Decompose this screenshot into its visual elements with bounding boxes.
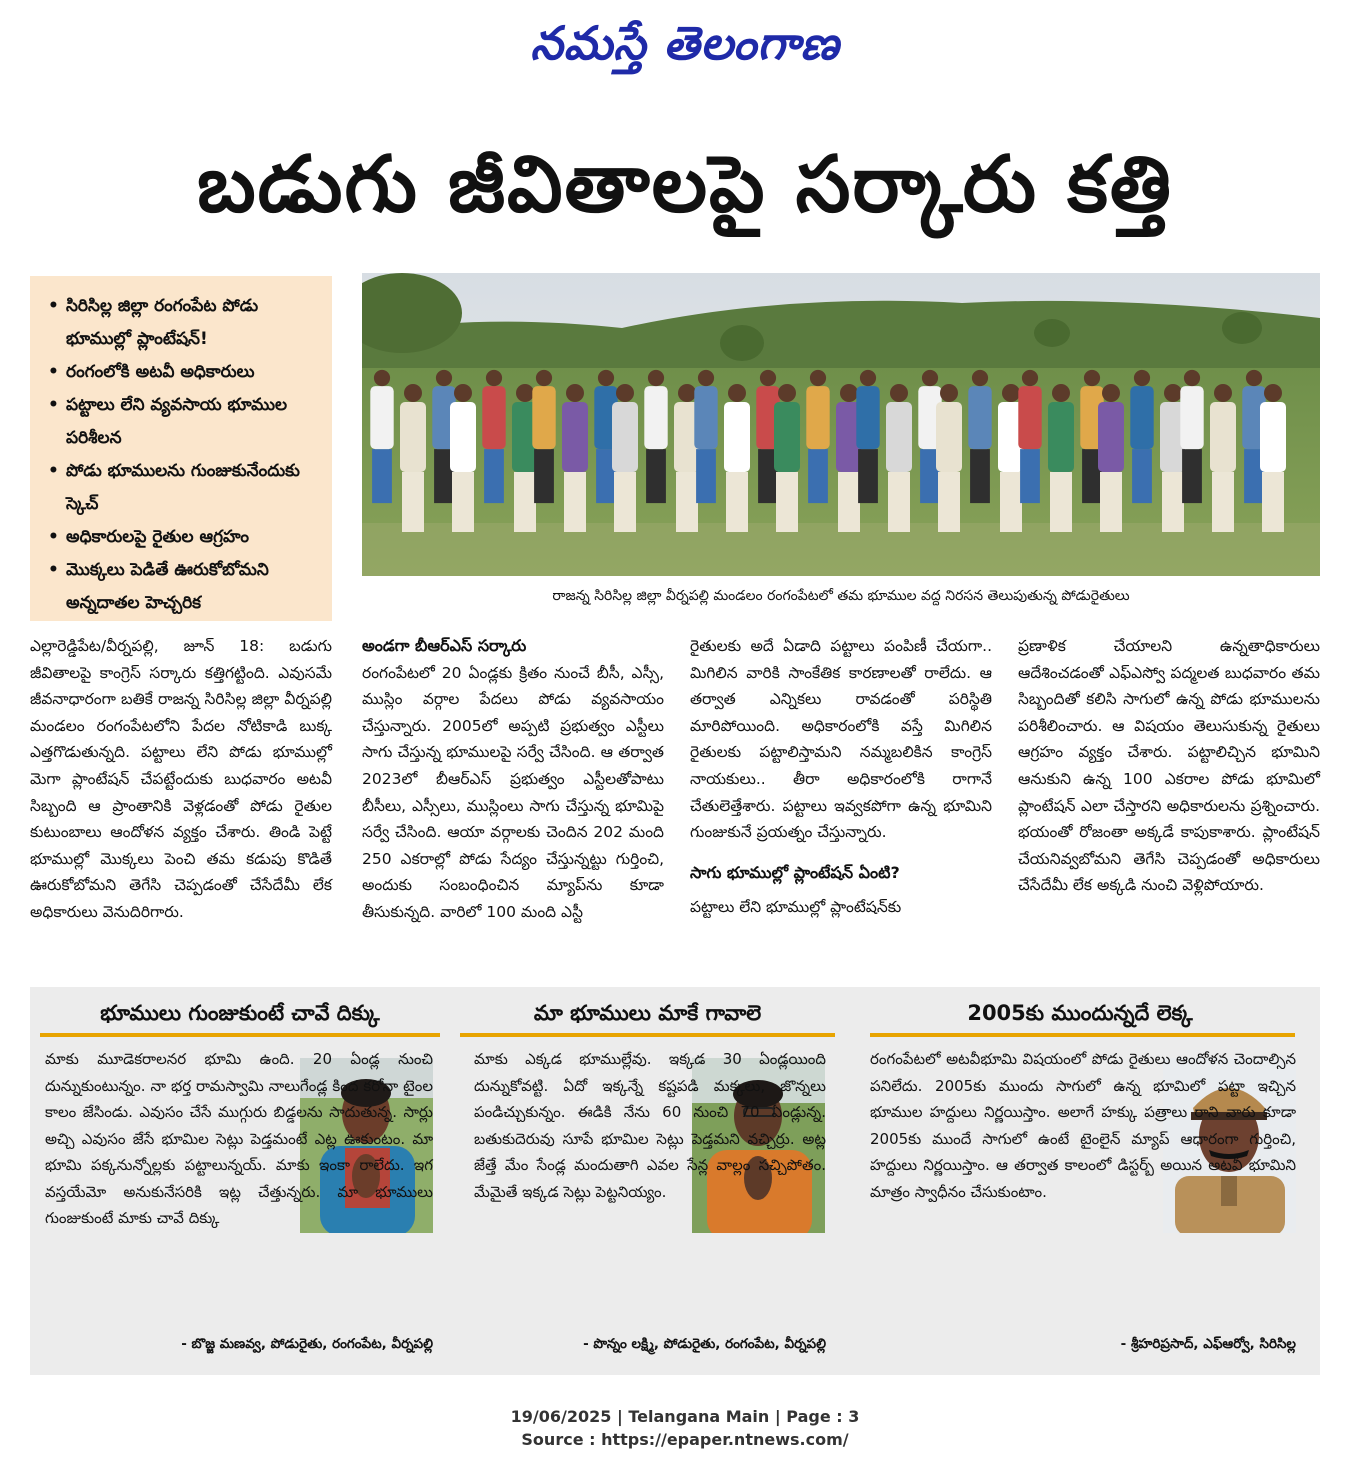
quote-body: మాకు మూడెకరాలనర భూమి ఉంది. 20 ఏండ్ల నుంచి దున్నుకుంటున్నం. నా భర్త రామస్వామి నాలుగేండ్ల కింద కరోనా టైంల కాలం జేసిండు. ఎవుసం చేసే ముగ్గురు బిడ్డలను సాదుతున్న. సార్లు అచ్చి ఎవుసం జేసే భూమిల సెట్లు పెడ్తమంటే ఎట్ల ఊకుంటం. మా భూమి పక్కనున్నోల్లకు పట్టాలున్నయ్. మాకు ఇంకా రాలేదు. ఇగ వస్తయేమో అనుకునేసరికి ఇట్ల చేత్తున్నరు. మా భూములు గుంజుకుంటే మాకు చావే దిక్కు xyxy=(45,1050,433,1227)
edition-info: 19/06/2025 | Telangana Main | Page : 3 xyxy=(510,1407,860,1426)
heading-underline xyxy=(40,1033,440,1037)
quote-heading-1: భూములు గుంజుకుంటే చావే దిక్కు xyxy=(100,1001,380,1025)
column-text: పట్టాలు లేని భూముల్లో ప్లాంటేషన్‌కు xyxy=(690,898,902,917)
photo-person xyxy=(806,370,829,503)
photo-person xyxy=(1048,384,1074,532)
photo-person xyxy=(694,370,717,503)
heading-underline xyxy=(460,1033,835,1037)
photo-person xyxy=(482,370,505,503)
photo-person xyxy=(1210,384,1236,532)
photo-person xyxy=(1018,370,1041,503)
quote-body: రంగంపేటలో అటవీభూమి విషయంలో పోడు రైతులు ఆందోళన చెందాల్సిన పనిలేదు. 2005కు ముందు సాగులో ఉన్న భూమిలో పట్టా ఇచ్చిన భూముల హద్దులు నిర్ణయిస్తాం. అలాగే హక్కు పత్రాలు రాని వారు కూడా 2005కు ముందే సాగులో ఉంటే టైంలైన్ మ్యాప్ ఆధారంగా గుర్తించి, హద్దులు నిర్ణయిస్తాం. ఆ తర్వాత కాలంలో డిస్టర్బ్ అయిన అటవీ భూమిని మాత్రం స్వాధీనం చేసుకుంటాం. xyxy=(870,1050,1296,1201)
quote-text-3 xyxy=(870,1046,1296,1205)
photo-person xyxy=(644,370,667,503)
photo-person xyxy=(1098,384,1124,532)
quote-attribution-1: - బొజ్జ మణవ్వ, పోడురైతు, రంగంపేట, వీర్నపల్లి xyxy=(181,1336,433,1352)
highlight-item: • అధికారులపై రైతుల ఆగ్రహం xyxy=(48,521,322,554)
highlight-item: • రంగంలోకి అటవీ అధికారులు xyxy=(48,356,322,389)
quote-attribution-2: - పొన్నం లక్ష్మి, పోడురైతు, రంగంపేట, వీర్నపల్లి xyxy=(583,1336,826,1352)
photo-person xyxy=(400,384,426,532)
photo-person xyxy=(936,384,962,532)
column-text: రైతులకు అదే ఏడాది పట్టాలు పంపిణీ చేయగా.. మిగిలిన వారికి సాంకేతిక కారణాలతో రాలేదు. ఆ తర్వాత ఎన్నికలు రావడంతో పరిస్థితి మారిపోయింది. అధికారంలోకి వస్తే మిగిలిన రైతులకు పట్టాలిస్తామని నమ్మబలికిన కాంగ్రెస్ నాయకులు.. తీరా అధికారంలోకి రాగానే చేతులెత్తేశారు. పట్టాలు ఇవ్వకపోగా ఉన్న భూమిని గుంజుకునే ప్రయత్నం చేస్తున్నారు. xyxy=(690,637,992,842)
quote-attribution-3: - శ్రీహరిప్రసాద్, ఎఫ్ఆర్వో, సిరిసిల్ల xyxy=(1120,1336,1296,1352)
newspaper-masthead: నమస్తే తెలంగాణ xyxy=(530,16,840,70)
quote-heading-3: 2005కు ముందున్నదే లెక్క xyxy=(967,1001,1193,1025)
source-link[interactable]: Source : https://epaper.ntnews.com/ xyxy=(521,1430,849,1449)
subheading: అండగా బీఆర్ఎస్ సర్కారు xyxy=(362,636,527,655)
photo-person xyxy=(532,370,555,503)
photo-caption: రాజన్న సిరిసిల్ల జిల్లా వీర్నపల్లి మండలం రంగంపేటలో తమ భూముల వద్ద నిరసన తెలుపుతున్న పోడురైతులు xyxy=(552,588,1130,604)
photo-person xyxy=(562,384,588,532)
article-column-2 xyxy=(362,633,664,963)
photo-person xyxy=(968,370,991,503)
photo-person xyxy=(1130,370,1153,503)
protest-photo xyxy=(362,273,1320,576)
photo-person xyxy=(370,370,393,503)
subheading: సాగు భూముల్లో ప్లాంటేషన్ ఏంటి? xyxy=(690,862,900,882)
column-text: రంగంపేటలో 20 ఏండ్లకు క్రితం నుంచే బీసీ, ఎస్సీ, ముస్లిం వర్గాల పేదలు పోడు వ్యవసాయం చేస్తున్నారు. 2005లో అప్పటి ప్రభుత్వం ఎస్టీలు సాగు చేస్తున్న భూములపై సర్వే చేసింది. ఆ తర్వాత 2023లో బీఆర్ఎస్ ప్రభుత్వం ఎస్టీలతోపాటు బీసీలు, ఎస్సీలు, ముస్లింలు సాగు చేస్తున్న భూమిపై సర్వే చేసింది. ఆయా వర్గాలకు చెందిన 202 మంది 250 ఎకరాల్లో పోడు సేద్యం చేస్తున్నట్టు గుర్తించి, అందుకు సంబంధించిన మ్యాప్‌ను కూడా తీసుకున్నది. వారిలో 100 మంది ఎస్టీ xyxy=(362,663,664,921)
highlights-box xyxy=(30,276,332,621)
photo-person xyxy=(856,370,879,503)
photo-person xyxy=(886,384,912,532)
main-headline: బడుగు జీవితాలపై సర్కారు కత్తి xyxy=(197,140,1173,230)
photo-person xyxy=(1260,384,1286,532)
photo-person xyxy=(724,384,750,532)
article-column-3 xyxy=(690,633,992,963)
highlight-item: • పట్టాలు లేని వ్యవసాయ భూముల పరిశీలన xyxy=(48,389,322,455)
highlight-item: • పోడు భూములను గుంజుకునేందుకు స్కెచ్ xyxy=(48,455,322,521)
heading-underline xyxy=(870,1033,1295,1037)
photo-person xyxy=(774,384,800,532)
article-column-1: ఎల్లారెడ్డిపేట/వీర్నపల్లి, జూన్ 18: బడుగు జీవితాలపై కాంగ్రెస్ సర్కారు కత్తిగట్టింది. ఎవుసమే జీవనాధారంగా బతికే రాజన్న సిరిసిల్ల జిల్లా వీర్నపల్లి మండలం రంగంపేటలోని పేదల నోటికాడి బుక్క ఎత్తగొడుతున్నది. పట్టాలు లేని పోడు భూముల్లో మెగా ప్లాంటేషన్ చేపట్టేందుకు బుధవారం అటవీ సిబ్బంది ఆ ప్రాంతానికి వెళ్లడంతో పోడు రైతుల కుటుంబాలు ఆందోళన వ్యక్తం చేశారు. తిండి పెట్టే భూముల్లో మొక్కలు పెంచి తమ కడుపు కొడితే ఊరుకోబోమని తెగేసి చెప్పడంతో చేసేదేమీ లేక అధికారులు వెనుదిరిగారు. xyxy=(30,637,332,921)
highlight-item: • మొక్కలు పెడితే ఊరుకోబోమని అన్నదాతల హెచ్చరిక xyxy=(48,554,322,620)
photo-person xyxy=(450,384,476,532)
quote-text-2 xyxy=(474,1046,826,1205)
quote-heading-2: మా భూములు మాకే గావాలె xyxy=(533,1001,762,1025)
photo-person xyxy=(1180,370,1203,503)
quote-body: మాకు ఎక్కడ భూముల్లేవు. ఇక్కడ 30 ఏండ్లయింది దున్నుకోవట్టి. ఏదో ఇక్కన్నే కష్టపడి మక్కలు, జొన్నలు పండిచ్చుకున్నం. ఈడికి నేను 60 నుంచి 70 ఏండ్లున్న. బతుకుదెరువు సూపే భూమిల సెట్లు పెడ్తమని వచ్చిర్రు. అట్ల జేత్తే మేం సేండ్ల మందుతాగి ఎవల సేన్ల వాల్లం సచ్చిపోతం. మేమైతే ఇక్కడ సెట్లు పెట్టనియ్యం. xyxy=(474,1050,826,1201)
quote-text-1 xyxy=(45,1046,433,1232)
highlight-item: • సిరిసిల్ల జిల్లా రంగంపేట పోడు భూముల్లో ప్లాంటేషన్! xyxy=(48,290,322,356)
article-column-4: ప్రణాళిక చేయాలని ఉన్నతాధికారులు ఆదేశించడంతో ఎఫ్ఎస్వో పద్మలత బుధవారం తమ సిబ్బందితో కలిసి సాగులో ఉన్న పోడు భూములను పరిశీలించారు. ఆ విషయం తెలుసుకున్న రైతులు ఆగ్రహం వ్యక్తం చేశారు. పట్టాలిచ్చిన భూమిని ఆనుకుని ఉన్న 100 ఎకరాల పోడు భూమిలో ప్లాంటేషన్ ఎలా చేస్తారని అధికారులను ప్రశ్నించారు. భయంతో రోజంతా అక్కడే కాపుకాశారు. ప్లాంటేషన్ చేయనివ్వబోమని తెగేసి చెప్పడంతో అధికారులు చేసేదేమీ లేక అక్కడి నుంచి వెళ్లిపోయారు. xyxy=(1018,637,1320,895)
photo-person xyxy=(612,384,638,532)
